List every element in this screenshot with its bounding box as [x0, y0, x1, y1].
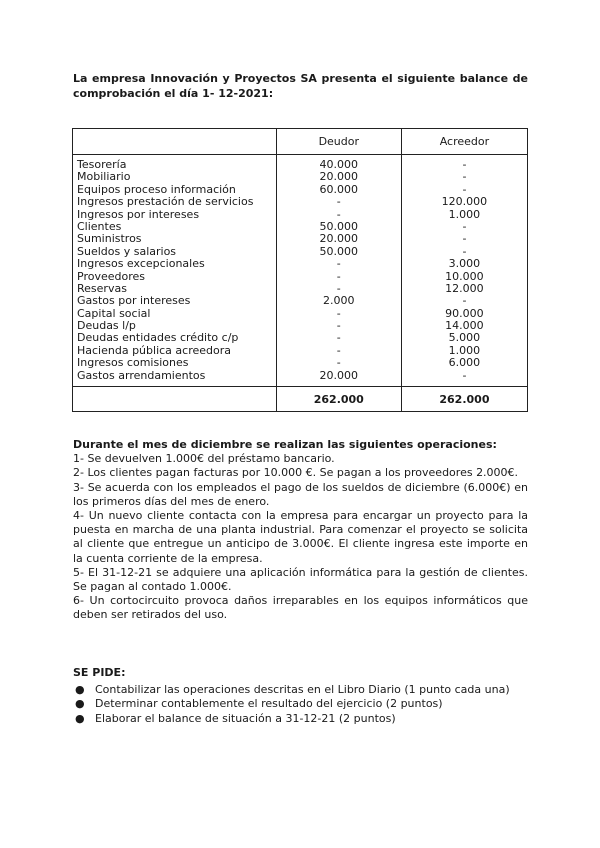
account-name: Ingresos comisiones: [77, 356, 189, 370]
requirement-item: [75, 711, 528, 727]
acreedor-value: -: [462, 294, 467, 308]
account-name: Ingresos por intereses: [77, 207, 200, 221]
deudor-value: 2.000: [323, 294, 355, 308]
total-acreedor: 262.000: [401, 387, 527, 412]
operation-item: 6- Un cortocircuito provoca daños irreparables en los equipos informáticos que deben ser retirados del uso.: [73, 594, 528, 622]
account-name: Ingresos prestación de servicios: [77, 195, 254, 209]
deudor-value: -: [336, 257, 341, 271]
account-name: Deudas l/p: [77, 319, 136, 333]
total-deudor: 262.000: [276, 387, 401, 412]
deudor-value: -: [336, 281, 341, 295]
acreedor-value: 120.000: [441, 195, 488, 209]
deudor-value: -: [336, 343, 341, 357]
requirements-section: [73, 666, 528, 726]
account-name: Sueldos y salarios: [77, 244, 177, 258]
acreedor-value: 14.000: [445, 319, 484, 333]
acreedor-value: -: [462, 232, 467, 246]
deudor-value: 40.000: [319, 158, 359, 171]
account-name: Tesorería: [77, 158, 127, 171]
operations-section: [73, 438, 528, 623]
account-name: Equipos proceso información: [77, 182, 236, 196]
requirement-item: [75, 697, 528, 712]
acreedor-value: -: [462, 219, 467, 233]
header-account: [73, 129, 277, 155]
acreedor-value: -: [462, 170, 467, 184]
totals-row: [73, 387, 528, 412]
acreedor-value: -: [462, 158, 467, 171]
bullet-icon: ●: [75, 682, 85, 696]
deudor-value: -: [336, 319, 341, 333]
account-name: Capital social: [77, 306, 151, 320]
deudor-value: -: [336, 269, 341, 283]
requirements-header: SE PIDE:: [73, 666, 126, 679]
account-name: Deudas entidades crédito c/p: [77, 331, 239, 345]
header-deudor: Deudor: [276, 129, 401, 155]
deudor-value: -: [336, 356, 341, 370]
account-name: Hacienda pública acreedora: [77, 343, 231, 357]
operation-item: 4- Un nuevo cliente contacta con la empresa para encargar un proyecto para la puesta en marcha de una planta industrial. Para comenzar el proyecto se solicita al cliente que entregue un anticipo de 3.000€. El cliente ingresa este importe en la cuenta corriente de la empresa.: [73, 509, 528, 565]
account-name: Proveedores: [77, 269, 145, 283]
table-body-row: [73, 155, 528, 387]
acreedor-value: -: [462, 368, 467, 382]
account-name: Mobiliario: [77, 170, 131, 184]
deudor-value: 50.000: [319, 219, 359, 233]
acreedor-value: 6.000: [448, 356, 481, 370]
deudor-value: -: [336, 306, 341, 320]
requirements-list: [73, 683, 528, 727]
deudor-value: 50.000: [319, 244, 359, 258]
deudor-value: 60.000: [319, 182, 359, 196]
requirement-text: Determinar contablemente el resultado del ejercicio (2 puntos): [95, 697, 443, 710]
trial-balance-table: [72, 128, 528, 412]
account-name: Reservas: [77, 281, 127, 295]
acreedor-value: -: [462, 244, 467, 258]
operations-header: Durante el mes de diciembre se realizan las siguientes operaciones:: [73, 438, 497, 451]
deudor-value: 20.000: [319, 368, 359, 382]
operation-item: 5- El 31-12-21 se adquiere una aplicación informática para la gestión de clientes. Se pagan al contado 1.000€.: [73, 565, 528, 594]
deudor-value: -: [336, 195, 341, 209]
account-name: Gastos arrendamientos: [77, 368, 206, 382]
acreedor-value: 3.000: [448, 257, 481, 271]
account-name: Ingresos excepcionales: [77, 257, 205, 271]
deudor-column: [276, 155, 401, 387]
account-name: Clientes: [77, 219, 122, 233]
acreedor-value: 10.000: [445, 269, 484, 283]
acreedor-value: 5.000: [448, 331, 481, 345]
operation-item: 1- Se devuelven 1.000€ del préstamo bancario.: [73, 452, 335, 466]
deudor-value: -: [336, 331, 341, 345]
requirement-text: Contabilizar las operaciones descritas en el Libro Diario (1 punto cada una): [95, 682, 510, 696]
acreedor-value: 12.000: [445, 281, 484, 295]
operations-list: [73, 452, 528, 622]
operation-item: 2- Los clientes pagan facturas por 10.000 €. Se pagan a los proveedores 2.000€.: [73, 466, 519, 480]
deudor-value: 20.000: [319, 170, 359, 184]
table-header-row: [73, 129, 528, 155]
deudor-value: -: [336, 207, 341, 221]
deudor-value: 20.000: [319, 232, 359, 246]
account-name: Suministros: [77, 232, 142, 246]
operation-item: 3- Se acuerda con los empleados el pago de los sueldos de diciembre (6.000€) en los primeros días del mes de enero.: [73, 480, 528, 508]
acreedor-value: -: [462, 182, 467, 196]
account-column: [73, 155, 277, 387]
intro-text: La empresa Innovación y Proyectos SA presenta el siguiente balance de comprobación el día 1- 12-2021:: [73, 72, 528, 100]
acreedor-value: 1.000: [448, 343, 481, 357]
totals-label: [73, 387, 277, 412]
requirement-text: Elaborar el balance de situación a 31-12-21 (2 puntos): [95, 711, 396, 725]
bullet-icon: ●: [75, 711, 85, 725]
account-name: Gastos por intereses: [77, 294, 191, 308]
bullet-icon: ●: [75, 697, 85, 710]
acreedor-column: [401, 155, 527, 387]
requirement-item: [75, 682, 528, 698]
acreedor-value: 90.000: [445, 306, 484, 320]
header-acreedor: Acreedor: [401, 129, 527, 155]
acreedor-value: 1.000: [448, 207, 481, 221]
